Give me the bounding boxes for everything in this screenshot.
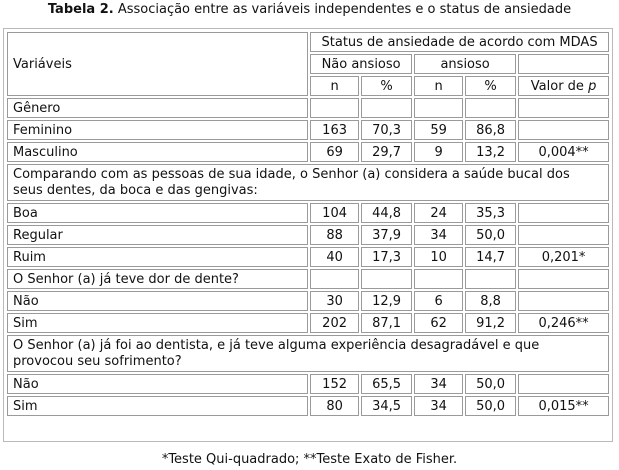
empty-cell (465, 98, 516, 118)
header-p-value-symbol: p (588, 79, 597, 94)
percent-not-anxious: 44,8 (361, 203, 412, 223)
table-row (7, 374, 609, 394)
caption-label: Tabela 2. (47, 2, 114, 17)
p-value: 0,004** (518, 142, 609, 162)
header-group-not-anxious: Não ansioso (310, 54, 412, 74)
p-value: 0,015** (518, 396, 609, 416)
count-not-anxious: 202 (310, 313, 359, 333)
header-group-anxious: ansioso (414, 54, 516, 74)
count-anxious: 10 (414, 247, 463, 267)
section-title: O Senhor (a) já teve dor de dente? (7, 269, 308, 289)
table-row (7, 291, 609, 311)
table-row (7, 120, 609, 140)
p-value (518, 225, 609, 245)
count-anxious: 24 (414, 203, 463, 223)
header-row-1 (7, 32, 609, 52)
row-label: Feminino (7, 120, 308, 140)
table-row (7, 396, 609, 416)
percent-anxious: 50,0 (465, 396, 516, 416)
p-value: 0,201* (518, 247, 609, 267)
count-anxious: 34 (414, 396, 463, 416)
p-value (518, 120, 609, 140)
row-label: Sim (7, 396, 308, 416)
percent-anxious: 13,2 (465, 142, 516, 162)
header-empty-cell (518, 54, 609, 74)
count-anxious: 34 (414, 225, 463, 245)
header-status-group: Status de ansiedade de acordo com MDAS (310, 32, 609, 52)
section-title: O Senhor (a) já foi ao dentista, e já teve alguma experiência desagradável e que provocou seu sofrimento? (7, 335, 609, 372)
count-not-anxious: 30 (310, 291, 359, 311)
row-label: Não (7, 374, 308, 394)
header-pct-1: % (361, 76, 412, 96)
table-row (7, 247, 609, 267)
count-not-anxious: 163 (310, 120, 359, 140)
percent-anxious: 50,0 (465, 225, 516, 245)
percent-anxious: 14,7 (465, 247, 516, 267)
association-table (5, 30, 611, 418)
table-frame (3, 28, 613, 442)
percent-anxious: 91,2 (465, 313, 516, 333)
percent-not-anxious: 70,3 (361, 120, 412, 140)
empty-cell (361, 98, 412, 118)
empty-cell (465, 269, 516, 289)
empty-cell (414, 269, 463, 289)
table-row (7, 142, 609, 162)
p-value: 0,246** (518, 313, 609, 333)
p-value (518, 291, 609, 311)
percent-not-anxious: 65,5 (361, 374, 412, 394)
table-row (7, 313, 609, 333)
percent-not-anxious: 12,9 (361, 291, 412, 311)
table-row (7, 203, 609, 223)
header-n-2: n (414, 76, 463, 96)
percent-anxious: 35,3 (465, 203, 516, 223)
count-anxious: 9 (414, 142, 463, 162)
p-value (518, 374, 609, 394)
header-n-1: n (310, 76, 359, 96)
row-label: Ruim (7, 247, 308, 267)
table-caption (0, 2, 619, 18)
count-not-anxious: 152 (310, 374, 359, 394)
row-label: Regular (7, 225, 308, 245)
caption-text: Associação entre as variáveis independentes e o status de ansiedade (113, 2, 572, 17)
count-anxious: 34 (414, 374, 463, 394)
percent-anxious: 50,0 (465, 374, 516, 394)
count-not-anxious: 40 (310, 247, 359, 267)
section-header-row (7, 98, 609, 118)
percent-not-anxious: 29,7 (361, 142, 412, 162)
percent-not-anxious: 37,9 (361, 225, 412, 245)
table-footnote: *Teste Qui-quadrado; **Teste Exato de Fisher. (161, 452, 458, 467)
percent-not-anxious: 17,3 (361, 247, 412, 267)
header-pct-2: % (465, 76, 516, 96)
row-label: Sim (7, 313, 308, 333)
empty-cell (310, 98, 359, 118)
percent-anxious: 86,8 (465, 120, 516, 140)
table-row (7, 225, 609, 245)
row-label: Não (7, 291, 308, 311)
count-anxious: 6 (414, 291, 463, 311)
p-value (518, 203, 609, 223)
row-label: Boa (7, 203, 308, 223)
header-variables: Variáveis (7, 32, 308, 96)
percent-not-anxious: 87,1 (361, 313, 412, 333)
empty-cell (361, 269, 412, 289)
section-header-row (7, 269, 609, 289)
count-not-anxious: 104 (310, 203, 359, 223)
empty-cell (310, 269, 359, 289)
percent-not-anxious: 34,5 (361, 396, 412, 416)
empty-cell (414, 98, 463, 118)
count-anxious: 59 (414, 120, 463, 140)
percent-anxious: 8,8 (465, 291, 516, 311)
header-p-value (518, 76, 609, 96)
section-title: Comparando com as pessoas de sua idade, o Senhor (a) considera a saúde bucal dos seus dentes, da boca e das gengivas: (7, 164, 609, 201)
count-not-anxious: 80 (310, 396, 359, 416)
count-not-anxious: 88 (310, 225, 359, 245)
count-not-anxious: 69 (310, 142, 359, 162)
row-label: Masculino (7, 142, 308, 162)
section-title: Gênero (7, 98, 308, 118)
count-anxious: 62 (414, 313, 463, 333)
section-header-row (7, 164, 609, 201)
empty-cell (518, 98, 609, 118)
header-p-value-prefix: Valor de (530, 79, 589, 94)
empty-cell (518, 269, 609, 289)
section-header-row (7, 335, 609, 372)
